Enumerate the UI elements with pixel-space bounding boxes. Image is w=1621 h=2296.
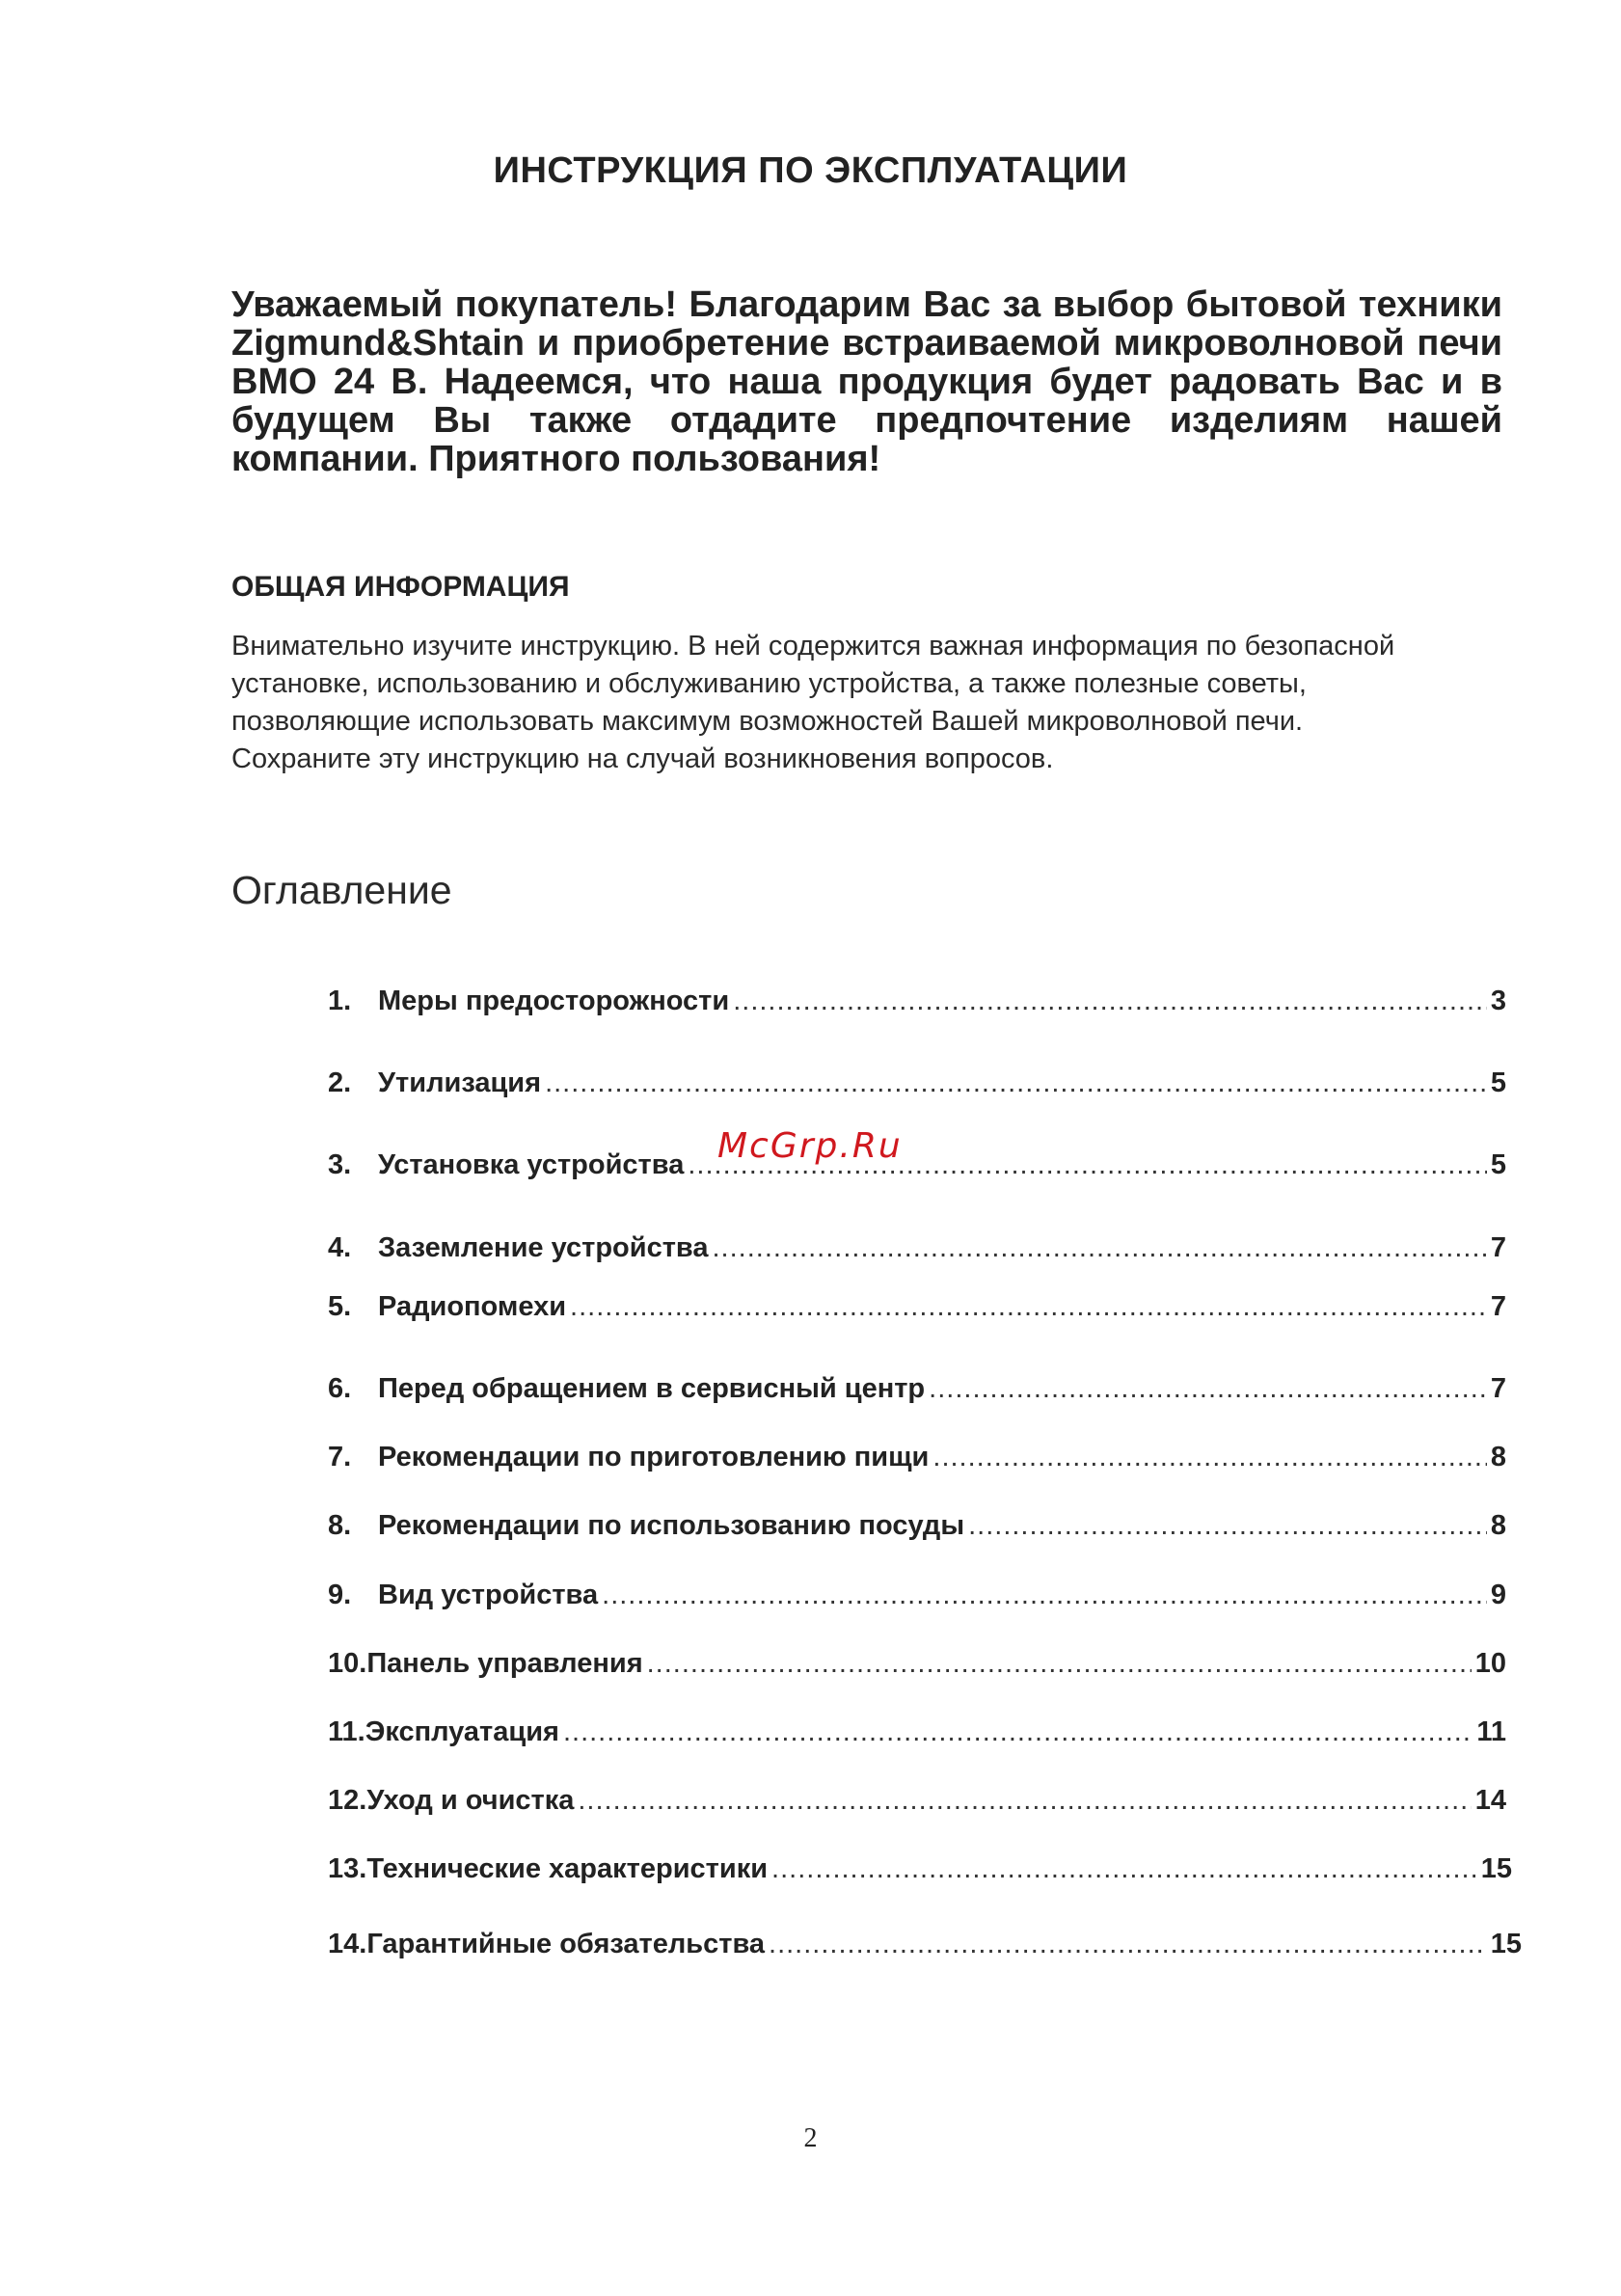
toc-entry[interactable]	[328, 1149, 1506, 1181]
toc-entry-number: 11.	[328, 1716, 365, 1747]
toc-dot-leader	[968, 1510, 1487, 1542]
toc-entry-number: 12.	[328, 1785, 367, 1816]
toc-entry-page: 14	[1474, 1785, 1506, 1816]
toc-entry-number: 14.	[328, 1929, 367, 1959]
toc-dot-leader	[769, 1929, 1487, 1960]
toc-entry-page: 7	[1490, 1232, 1506, 1263]
toc-entry-page: 9	[1490, 1580, 1506, 1610]
greeting-paragraph: Уважаемый покупатель! Благодарим Вас за выбор бытовой техники Zigmund&Shtain и приобретение встраиваемой микроволновой печи ВМО 24 В. Надеемся, что наша продукция будет радовать Вас и в будущем Вы также отдадите предпочтение изделиям нашей компании. Приятного пользования!	[231, 284, 1502, 479]
toc-entry-number: 2.	[328, 1067, 352, 1098]
toc-entry-title: Рекомендации по приготовлению пищи	[378, 1442, 930, 1472]
toc-dot-leader	[578, 1785, 1471, 1817]
toc-entry[interactable]	[328, 1067, 1506, 1099]
toc-entry[interactable]	[328, 986, 1506, 1017]
toc-entry-page: 15	[1480, 1853, 1512, 1884]
toc-entry[interactable]	[328, 1785, 1506, 1817]
toc-entry-title: Вид устройства	[378, 1580, 599, 1610]
toc-entry-page: 15	[1490, 1929, 1522, 1959]
toc-heading: Оглавление	[231, 868, 452, 912]
toc-entry-page: 7	[1490, 1373, 1506, 1404]
toc-entry-title: Установка устройства	[378, 1149, 685, 1180]
toc-entry[interactable]	[328, 1291, 1506, 1323]
toc-entry-page: 10	[1474, 1648, 1506, 1679]
toc-entry-title: Панель управления	[366, 1648, 643, 1679]
toc-entry[interactable]	[328, 1373, 1506, 1405]
toc-entry-page: 5	[1490, 1149, 1506, 1180]
toc-entry-title: Утилизация	[378, 1067, 542, 1098]
toc-dot-leader	[647, 1648, 1472, 1680]
toc-entry[interactable]	[328, 1580, 1506, 1611]
toc-dot-leader	[570, 1291, 1487, 1323]
toc-entry-page: 5	[1490, 1067, 1506, 1098]
watermark-logo: McGrp.Ru	[717, 1126, 903, 1166]
toc-entry-title: Уход и очистка	[366, 1785, 575, 1816]
toc-entry-title: Технические характеристики	[366, 1853, 769, 1884]
intro-paragraph	[231, 628, 1524, 778]
toc-entry-number: 13.	[328, 1853, 367, 1884]
toc-entry-title: Меры предосторожности	[378, 986, 730, 1016]
intro-line: Сохраните эту инструкцию на случай возникновения вопросов.	[231, 743, 1054, 774]
toc-dot-leader	[545, 1067, 1487, 1099]
toc-entry-title: Заземление устройства	[378, 1232, 709, 1263]
intro-line: установке, использованию и обслуживанию устройства, а также полезные советы,	[231, 668, 1307, 699]
toc-entry-number: 1.	[328, 986, 352, 1016]
toc-dot-leader	[602, 1580, 1487, 1611]
toc-dot-leader	[563, 1716, 1472, 1748]
document-title: ИНСТРУКЦИЯ ПО ЭКСПЛУАТАЦИИ	[493, 150, 1128, 191]
toc-entry-page: 8	[1490, 1442, 1506, 1472]
toc-entry-title: Гарантийные обязательства	[366, 1929, 766, 1959]
toc-entry[interactable]	[328, 1648, 1506, 1680]
toc-entry-page: 3	[1490, 986, 1506, 1016]
toc-entry-page: 8	[1490, 1510, 1506, 1541]
toc-entry-number: 10.	[328, 1648, 367, 1679]
toc-entry[interactable]	[328, 1442, 1506, 1473]
toc-entry-page: 11	[1476, 1716, 1506, 1747]
toc-entry-number: 3.	[328, 1149, 352, 1180]
toc-dot-leader	[929, 1373, 1487, 1405]
toc-entry-title: Радиопомехи	[378, 1291, 567, 1322]
toc-entry[interactable]	[328, 1232, 1506, 1264]
toc-entry-number: 7.	[328, 1442, 352, 1472]
toc-entry[interactable]	[328, 1510, 1506, 1542]
toc-dot-leader	[932, 1442, 1486, 1473]
toc-entry[interactable]	[328, 1929, 1522, 1960]
intro-line: позволяющие использовать максимум возможностей Вашей микроволновой печи.	[231, 706, 1304, 737]
toc-entry-number: 5.	[328, 1291, 352, 1322]
toc-entry[interactable]	[328, 1716, 1506, 1748]
toc-entry-number: 8.	[328, 1510, 352, 1541]
toc-entry-number: 6.	[328, 1373, 352, 1404]
toc-entry-title: Перед обращением в сервисный центр	[378, 1373, 926, 1404]
toc-entry-page: 7	[1490, 1291, 1506, 1322]
toc-entry-title: Рекомендации по использованию посуды	[378, 1510, 965, 1541]
toc-entry-number: 9.	[328, 1580, 352, 1610]
page-number: 2	[803, 2123, 818, 2153]
toc-dot-leader	[733, 986, 1487, 1017]
toc-dot-leader	[712, 1232, 1486, 1264]
section-heading-general-info: ОБЩАЯ ИНФОРМАЦИЯ	[231, 571, 570, 603]
intro-line: Внимательно изучите инструкцию. В ней содержится важная информация по безопасной	[231, 631, 1395, 662]
toc-entry-number: 4.	[328, 1232, 352, 1263]
toc-dot-leader	[771, 1853, 1477, 1885]
toc-entry-title: Эксплуатация	[365, 1716, 559, 1747]
toc-entry[interactable]	[328, 1853, 1512, 1885]
